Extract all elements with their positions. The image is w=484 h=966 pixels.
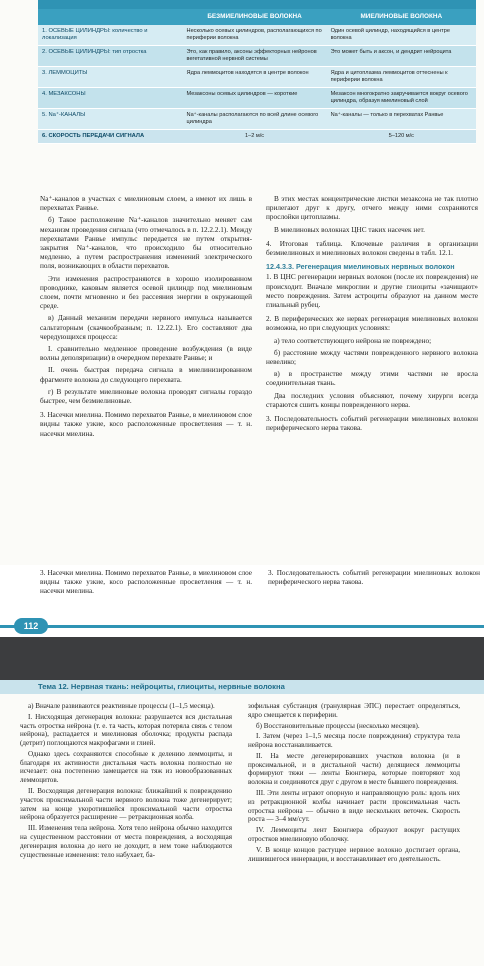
paragraph: V. В конце концов растущее нервное волокно достигает органа, лишившегося иннервации, и восстанавливает его деятельность. bbox=[248, 845, 460, 863]
paragraph: а) Вначале развиваются реактивные процессы (1–1,5 месяца). bbox=[28, 702, 215, 710]
row-label: 2. ОСЕВЫЕ ЦИЛИНДРЫ: тип отростка bbox=[38, 46, 183, 67]
table-row bbox=[38, 109, 476, 130]
dark-gap bbox=[0, 637, 484, 680]
comparison-table bbox=[38, 0, 476, 144]
paragraph: I. Нисходящая дегенерация волокна: разрушается вся дистальная часть отростка нейрона (т. е. та часть, которая потеряла связь с телом нейрона), распадается и миелиновая оболочка; продукты распада (детрит) поглощаются макрофагами и глией. bbox=[20, 712, 232, 748]
paragraph: зофильная субстанция (гранулярная ЭПС) перестает определяться, ядро смещается к периферии. bbox=[248, 702, 460, 719]
table-row bbox=[38, 67, 476, 88]
row-label: 6. СКОРОСТЬ ПЕРЕДАЧИ СИГНАЛА bbox=[38, 130, 183, 144]
paragraph: Na⁺-каналов в участках с миелиновым слоем, а имеют их лишь в перехватах Ранвье. bbox=[40, 195, 252, 213]
right-column bbox=[266, 195, 478, 442]
paragraph: III. Эти ленты играют опорную и направляющую роль: вдоль них из ретракционной колбы начинает расти проксимальная часть отростка нейрона — обычно в виде нескольких веточек. Скорость роста — 3–4 мм/сут. bbox=[248, 789, 460, 824]
paragraph: IV. Леммоциты лент Бюнгнера образуют вокруг растущих отростков миелиновую оболочку. bbox=[248, 826, 460, 843]
paragraph: II. Восходящая дегенерация волокна: ближайший к повреждению участок проксимальной части нервного волокна тоже дегенерирует; затем на конце укоротившейся проксимальной части отростка нейрона образуется расширение — ретракционная колба. bbox=[20, 787, 232, 822]
row-label: 1. ОСЕВЫЕ ЦИЛИНДРЫ: количество и локализация bbox=[38, 25, 183, 46]
text-columns bbox=[40, 195, 478, 442]
cell-unmyelinated: Мезаксоны осевых цилиндров — короткие bbox=[183, 88, 327, 109]
section-heading-regeneration: 12.4.3.3. Регенерация миелиновых нервных волокон bbox=[266, 262, 455, 272]
page2-columns bbox=[20, 702, 460, 865]
page-divider-line bbox=[0, 625, 484, 628]
paragraph: Два последних условия объясняют, почему хирурги всегда стараются сшить концы поврежденного нерва. bbox=[266, 391, 478, 409]
table-row bbox=[38, 25, 476, 46]
paragraph: г) В результате миелиновые волокна проводят сигналы гораздо быстрее, чем безмиелиновые. bbox=[40, 387, 252, 406]
cell-myelinated: Это может быть и аксон, и дендрит нейроцита bbox=[327, 46, 476, 67]
bottom-strip-columns bbox=[40, 569, 480, 596]
row-label: 4. МЕЗАКСОНЫ bbox=[38, 88, 183, 109]
cell-unmyelinated: Na⁺-каналы располагаются по всей длине осевого цилиндра bbox=[183, 109, 327, 130]
table-row bbox=[38, 46, 476, 67]
running-header-title: Тема 12. Нервная ткань: нейроциты, глиоциты, нервные волокна bbox=[38, 682, 285, 691]
paragraph: а) тело соответствующего нейрона не повреждено; bbox=[274, 336, 432, 345]
paragraph: II. очень быстрая передача сигнала в миелинизированном фрагменте волокна до следующего перехвата. bbox=[40, 366, 252, 384]
paragraph: Эти изменения распространяются в хорошо изолированном проводнике, каковым является осевой цилиндр под миелиновым слоем, почти мгновенно и без рассеяния энергии в окружающей среде. bbox=[40, 274, 252, 311]
cell-unmyelinated: Несколько осевых цилиндров, располагающихся по периферии волокна bbox=[183, 25, 327, 46]
paragraph: I. сравнительно медленное проведение возбуждения (в виде волны деполяризации) в очередном перехвате Ранвье; и bbox=[40, 345, 252, 363]
paragraph-summary-table: 4. Итоговая таблица. Ключевые различия в организации безмиелиновых и миелиновых волокон сведены в табл. 12.1. bbox=[266, 239, 478, 258]
page-lower bbox=[0, 680, 484, 966]
paragraph: 2. В периферических же нервах регенерация миелиновых волокон возможна, но при следующих условиях: bbox=[266, 315, 478, 333]
paragraph: в) в пространстве между этими частями не вросла соединительная ткань. bbox=[266, 370, 478, 388]
cell-unmyelinated: 1–2 м/с bbox=[183, 130, 327, 144]
page-number-badge: 112 bbox=[14, 618, 48, 634]
paragraph: I. Затем (через 1–1,5 месяца после повреждения) структура тела нейрона восстанавливается. bbox=[248, 732, 460, 750]
cell-unmyelinated: Ядра леммоцитов находятся в центре волокон bbox=[183, 67, 327, 88]
page-bottom-strip bbox=[0, 565, 484, 615]
left-column bbox=[40, 195, 252, 442]
paragraph: б) Такое расположение Na⁺-каналов значительно меняет сам механизм проведения сигнала (что отмечалось в п. 12.2.2.1). Между перехватами Ранвье импульс передается не путем открытия-закрытия Na⁺-каналов, что происходило бы относительно медленно, а путем распространения изменений электрического поля, возникающих в области перехватов. bbox=[40, 216, 252, 271]
cell-myelinated: Ядра и цитоплазма леммоцитов оттеснены к периферии волокна bbox=[327, 67, 476, 88]
header-cell-0 bbox=[38, 9, 183, 25]
cell-unmyelinated: Это, как правило, аксоны эффекторных нейронов вегетативной нервной системы bbox=[183, 46, 327, 67]
table-header-row bbox=[38, 9, 476, 25]
paragraph: б) расстояние между частями поврежденного нервного волокна невелико; bbox=[266, 348, 478, 366]
bottom-strip-left: 3. Насечки миелина. Помимо перехватов Ранвье, в миелиновом слое видны также узкие, косо расположенные просветления — т. н. насечки миелина. bbox=[40, 569, 252, 595]
cell-myelinated: Один осевой цилиндр, находящийся в центре волокна bbox=[327, 25, 476, 46]
cell-myelinated: Na⁺-каналы — только в перехватах Ранвье bbox=[327, 109, 476, 130]
header-cell-myelinated: МИЕЛИНОВЫЕ ВОЛОКНА bbox=[327, 9, 476, 25]
paragraph: III. Изменения тела нейрона. Хотя тело нейрона обычно находится на существенном расстоянии от места повреждения, а восходящая дегенерация волокна до него не доходит, в нем тоже наблюдаются существенные изменения: тело набухает, ба- bbox=[20, 824, 232, 859]
paragraph-myelin-incisures: 3. Насечки миелина. Помимо перехватов Ранвье, в миелиновом слое видны также узкие, косо расположенные просветления — т. н. насечки миелина. bbox=[40, 411, 252, 438]
row-label: 3. ЛЕММОЦИТЫ bbox=[38, 67, 183, 88]
page2-left-column bbox=[20, 702, 232, 865]
cell-myelinated: 5–120 м/с bbox=[327, 130, 476, 144]
table-row bbox=[38, 88, 476, 109]
header-cell-unmyelinated: БЕЗМИЕЛИНОВЫЕ ВОЛОКНА bbox=[183, 9, 327, 25]
table-top-band bbox=[38, 0, 476, 9]
bottom-strip-right: 3. Последовательность событий регенерации миелиновых волокон периферического нерва такова. bbox=[268, 569, 480, 586]
paragraph: б) Восстановительные процессы (несколько месяцев). bbox=[256, 721, 420, 730]
paragraph: II. На месте дегенерировавших участков волокна (и в проксимальной, и в дистальной части) делящиеся леммоциты формируют тяжи — ленты Бюнгнера, которые повторяют ход волокна и соединяются друг с другом в месте бывшего повреждения. bbox=[248, 751, 460, 787]
cell-myelinated: Мезаксон многократно закручивается вокруг осевого цилиндра, образуя миелиновый слой bbox=[327, 88, 476, 109]
paragraph: 3. Последовательность событий регенерации миелиновых волокон периферического нерва такова. bbox=[266, 415, 478, 433]
page-number-band bbox=[0, 615, 484, 637]
paragraph: в) Данный механизм передачи нервного импульса называется сальтаторным (скачкообразным; п. 12.22.1). Его составляют два чередующихся процесса: bbox=[40, 314, 252, 341]
table-row bbox=[38, 130, 476, 144]
page2-right-column bbox=[248, 702, 460, 865]
paragraph: В этих местах концентрические листки мезаксона не так плотно прилегают друг к другу, отчего между ними сохраняются прослойки цитоплазмы. bbox=[266, 195, 478, 222]
running-header bbox=[0, 680, 484, 694]
paragraph: Однако здесь сохраняются способные к делению леммоциты, и благодаря их активности дистальная часть волокна полностью не исчезает: она постепенно замещается на тяж из новообразованных леммоцитов. bbox=[20, 749, 232, 785]
row-label: 5. Na⁺-КАНАЛЫ bbox=[38, 109, 183, 130]
paragraph: 1. В ЦНС регенерации нервных волокон (после их повреждения) не происходит. Вначале микроглии и другие глиоциты «зачищают» место повреждения. Затем астроциты образуют на данном месте глиальный рубец. bbox=[266, 273, 478, 309]
paragraph: В миелиновых волокнах ЦНС таких насечек нет. bbox=[274, 225, 425, 234]
